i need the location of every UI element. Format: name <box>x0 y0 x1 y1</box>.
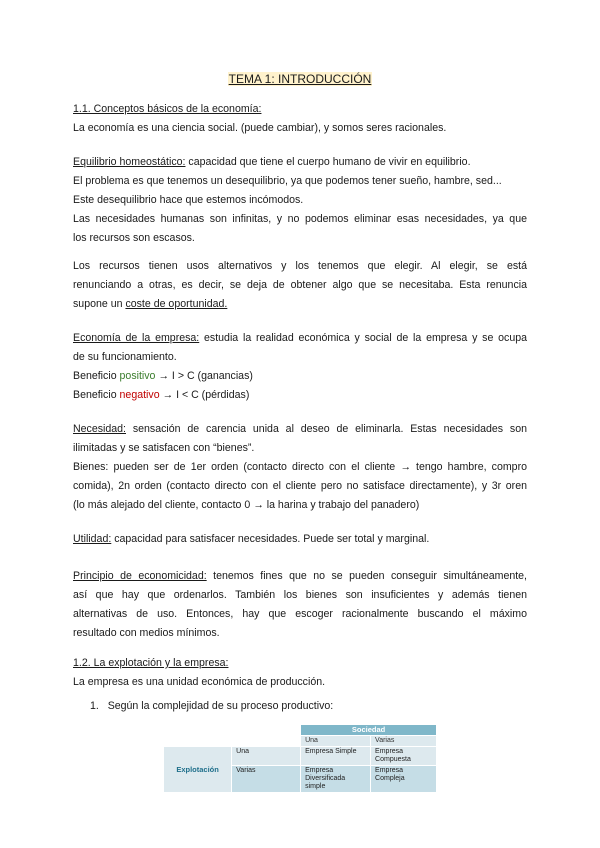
list-number: 1. <box>90 700 99 712</box>
paragraph: La economía es una ciencia social. (puede cambiar), y somos seres racionales. <box>73 122 447 134</box>
paragraph-empresa: Economía de la empresa: estudia la realidad económica y social de la empresa y se ocupa <box>73 332 527 344</box>
list-text: Según la complejidad de su proceso productivo: <box>107 700 334 712</box>
term: Utilidad: <box>73 533 112 545</box>
paragraph-line: alternativas de uso. Entonces, hay que escoger racionalmente buscando el máximo <box>73 608 527 620</box>
paragraph-line: El problema es que tenemos un desequilibrio, ya que podemos tener sueño, hambre, sed... <box>73 175 502 187</box>
table-cell: Empresa Compuesta <box>371 747 437 766</box>
paragraph-necesidad: Necesidad: sensación de carencia unida al deseo de eliminarla. Estas necesidades son <box>73 423 527 435</box>
paragraph-line: comida), 2n orden (contacto directo con el cliente pero no satisface directamente), y 3r oren <box>73 480 527 492</box>
term: Necesidad: <box>73 423 126 435</box>
paragraph-principio: Principio de economicidad: tenemos fines que no se pueden conseguir simultáneamente, <box>73 570 528 582</box>
paragraph: La empresa es una unidad económica de producción. <box>73 676 326 688</box>
table-cell: Empresa Diversificada simple <box>301 766 371 793</box>
paragraph-line: renunciando a otras, es decir, se deja de obtener algo que se necesitaba. Esta renuncia <box>73 279 527 291</box>
col-header-una: Una <box>301 736 371 747</box>
row-header-explotacion: Explotación <box>164 747 232 793</box>
beneficio-positivo: Beneficio positivo → I > C (ganancias) <box>73 370 253 382</box>
table-cell: Empresa Compleja <box>371 766 437 793</box>
row-label-varias: Varias <box>232 766 301 793</box>
paragraph-line: Los recursos tienen usos alternativos y los tenemos que elegir. Al elegir, se está <box>73 260 527 272</box>
paragraph-line: Este desequilibrio hace que estemos incómodos. <box>73 194 304 206</box>
section-heading-1-2: 1.2. La explotación y la empresa: <box>73 657 229 669</box>
paragraph-line: resultado con medios mínimos. <box>73 627 220 639</box>
row-label-una: Una <box>232 747 301 766</box>
beneficio-negativo: Beneficio negativo → I < C (pérdidas) <box>73 389 250 401</box>
paragraph-equilibrio: Equilibrio homeostático: capacidad que tiene el cuerpo humano de vivir en equilibrio. <box>73 156 471 168</box>
table-cell: Empresa Simple <box>301 747 371 766</box>
paragraph-line: supone un coste de oportunidad. <box>73 298 228 310</box>
paragraph-line: los recursos son escasos. <box>73 232 195 244</box>
col-header-varias: Varias <box>371 736 437 747</box>
paragraph-line: (lo más alejado del cliente, contacto 0 → la harina y trabajo del panadero) <box>73 499 420 511</box>
term: Principio de economicidad: <box>73 570 207 582</box>
paragraph-line: ilimitadas y se satisfacen con “bienes”. <box>73 442 255 454</box>
term: Economía de la empresa: <box>73 332 200 344</box>
paragraph-line: Las necesidades humanas son infinitas, y no podemos eliminar esas necesidades, ya que <box>73 213 527 225</box>
list-item <box>90 699 333 713</box>
term: coste de oportunidad. <box>125 298 228 310</box>
sociedad-explotacion-table <box>163 724 437 793</box>
term: Equilibrio homeostático: <box>73 156 186 168</box>
paragraph-line: de su funcionamiento. <box>73 351 177 363</box>
paragraph-line: Bienes: pueden ser de 1er orden (contacto directo con el cliente → tengo hambre, compro <box>73 461 527 473</box>
page-title: TEMA 1: INTRODUCCIÓN <box>228 72 372 86</box>
paragraph-line: así que hay que ordenarlos. También los bienes son insuficientes y además tienen <box>73 589 527 601</box>
table-header-sociedad: Sociedad <box>301 725 437 736</box>
section-heading-1-1: 1.1. Conceptos básicos de la economía: <box>73 103 262 115</box>
paragraph-utilidad: Utilidad: capacidad para satisfacer necesidades. Puede ser total y marginal. <box>73 533 430 545</box>
